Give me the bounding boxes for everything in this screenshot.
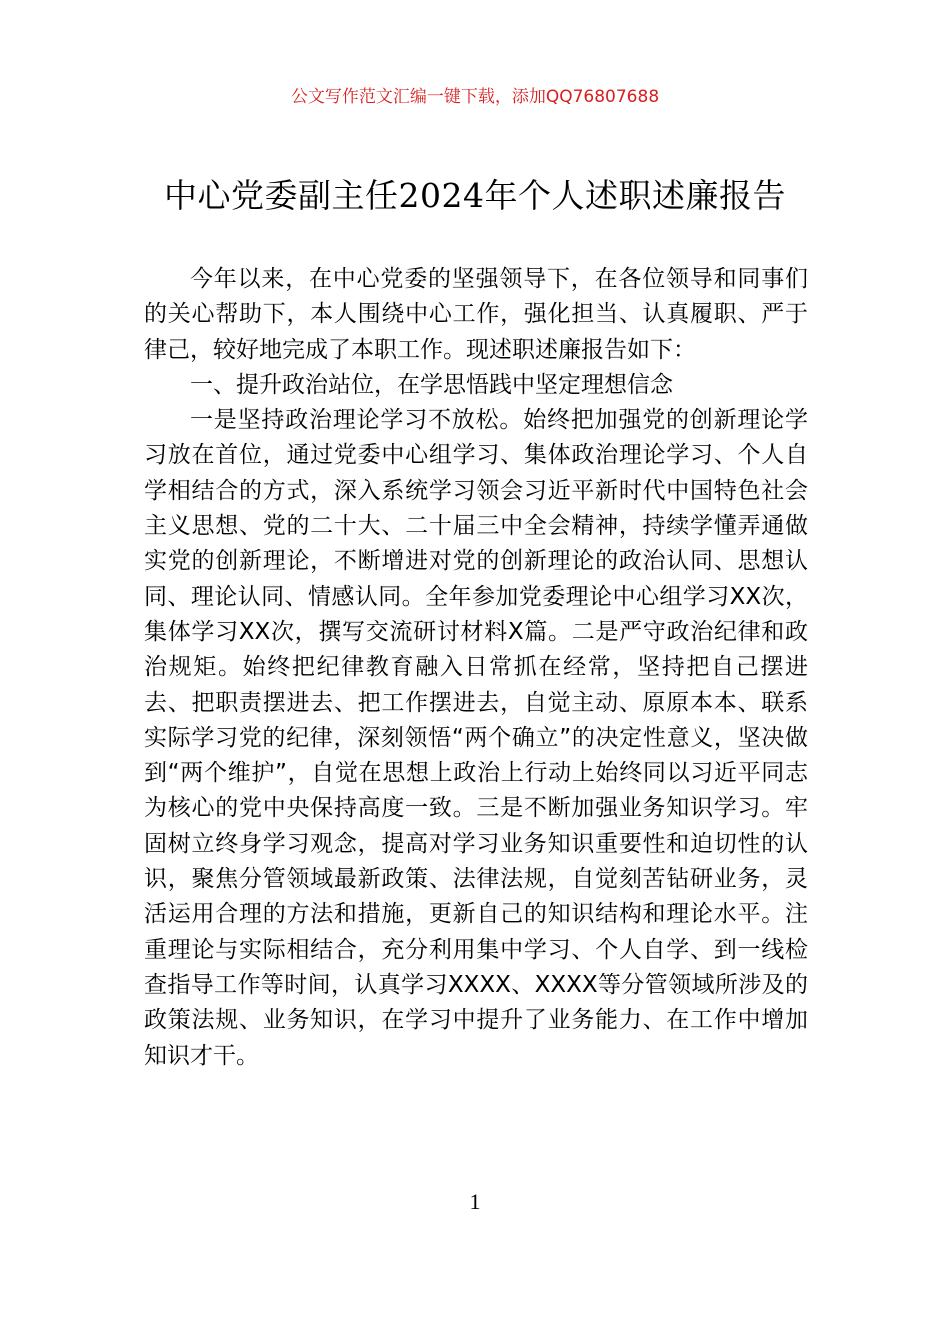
page-number: 1 <box>469 1189 481 1214</box>
section-1-paragraph: 一是坚持政治理论学习不放松。始终把加强党的创新理论学习放在首位，通过党委中心组学习、集体政治理论学习、个人自学相结合的方式，深入系统学习领会习近平新时代中国特色社会主义思想、党的二十大、二十届三中全会精神，持续学懂弄通做实党的创新理论，不断增进对党的创新理论的政治认同、思想认同、理论认同、情感认同。全年参加党委理论中心组学习XX次，集体学习XX次，撰写交流研讨材料X篇。二是严守政治纪律和政治规矩。始终把纪律教育融入日常抓在经常，坚持把自己摆进去、把职责摆进去、把工作摆进去，自觉主动、原原本本、联系实际学习党的纪律，深刻领悟“两个确立”的决定性意义，坚决做到“两个维护”，自觉在思想上政治上行动上始终同以习近平同志为核心的党中央保持高度一致。三是不断加强业务知识学习。牢固树立终身学习观念，提高对学习业务知识重要性和迫切性的认识，聚焦分管领域最新政策、法律法规，自觉刻苦钻研业务，灵活运用合理的方法和措施，更新自己的知识结构和理论水平。注重理论与实际相结合，充分利用集中学习、个人自学、到一线检查指导工作等时间，认真学习XXXX、XXXX等分管领域所涉及的政策法规、业务知识，在学习中提升了业务能力、在工作中增加知识才干。 <box>144 407 808 1069</box>
section-heading-1: 一、提升政治站位，在学思悟践中坚定理想信念 <box>190 371 673 398</box>
document-body <box>144 262 808 1074</box>
download-promo-note: 公文写作范文汇编一键下载，添加QQ76807688 <box>290 87 660 107</box>
intro-paragraph: 今年以来，在中心党委的坚强领导下，在各位领导和同事们的关心帮助下，本人围绕中心工作，强化担当、认真履职、严于律己，较好地完成了本职工作。现述职述廉报告如下： <box>144 266 808 363</box>
document-title: 中心党委副主任2024年个人述职述廉报告 <box>164 176 786 215</box>
